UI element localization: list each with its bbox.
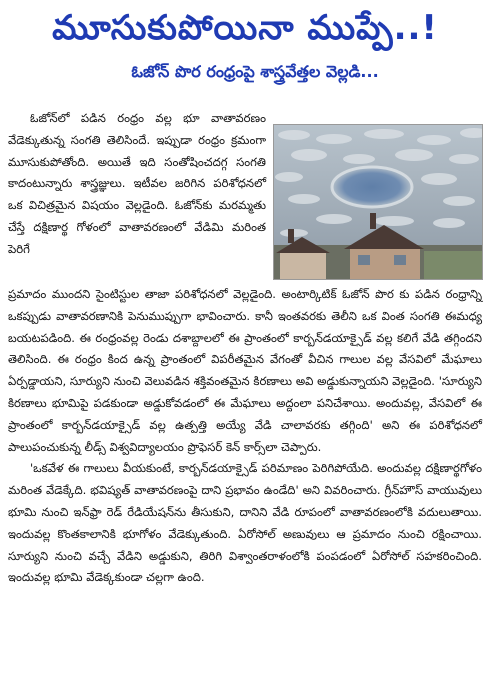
intro-column [8,108,266,261]
sky-photo [273,124,483,280]
main-paragraph-2 [8,458,482,589]
subheadline: ఓజోన్ పొర రంధ్రంపై శాస్త్రవేత్తల వెల్లడి... [131,62,379,81]
intro-paragraph-text: ఓజోన్‌లో పడిన రంధ్రం వల్ల భూ వాతావరణం వేడెక్కుతున్న సంగతి తెలిసిందే. ఇప్పుడా రంధ్రం క్రమంగా మూసుకుపోతోంది. అయితే ఇది సంతోషించదగ్గ సంగతి కాదంటున్నారు శాస్త్రజ్ఞులు. ఇటీవల జరిగిన పరిశోధనలో ఒక విచిత్రమైన విషయం వెల్లడైంది. ఓజోన్‌కు మరమ్మతు చేస్తే దక్షిణార్థ గోళంలో వాతావరణంలో వేడిమి మరింత పెరిగే [8,111,266,256]
headline: మూసుకుపోయినా ముప్పే..! [52,8,438,48]
main-paragraph-1: ప్రమాదం ముందని సైంటిస్టుల తాజా పరిశోధనలో వెల్లడైంది. అంటార్కిటిక్ ఓజోన్ పొర కు పడిన రంధ్రాన్ని ఒకప్పుడు వాతావరణానికి పెనుముప్పుగా భావించారు. కానీ ఇంతవరకు తెలీని ఒక వింత సంగతి ఈమధ్య బయటపడింది. ఈ రంధ్రంవల్ల రెండు దశాబ్దాలలో ఈ ప్రాంతంలో కార్బన్‌డయాక్సైడ్ వల్ల కలిగే వేడి తగ్గిందని తెలిసింది. ఈ రంధ్రం కింద ఉన్న ప్రాంతంలో విపరీతమైన వేగంతో వీచిన గాలుల వల్ల వేసవిలో మేఘాలు ఏర్పడ్డాయని, సూర్యుని నుంచి వెలువడిన శక్తివంతమైన కిరణాలు అవి అడ్డుకున్నాయని వెల్లడైంది. 'సూర్యుని కిరణాలు భూమిపై పడకుండా అడ్డుకోవడంలో ఈ మేఘాలు అద్దంలా పనిచేశాయి. అందువల్ల, వేసవిలో ఈ ప్రాంతంలో కార్బన్‌డయాక్సైడ్ వల్ల ఉత్పత్తి అయ్యే వేడి చాలావరకు తగ్గింది' అని ఈ పరిశోధనలో పాలుపంచుకున్న లీడ్స్ విశ్వవిద్యాలయం ప్రొఫెసర్ కెన్ కార్స్‌లా చెప్పారు. [8,287,482,454]
main-paragraph-2-text: 'ఒకవేళ ఈ గాలులు వీయకుంటే, కార్బన్‌డయాక్సైడ్ పరిమాణం పెరిగిపోయేది. అందువల్ల దక్షిణార్థగోళం మరింత వేడెక్కేది. భవిష్యత్ వాతావరణంపై దాని ప్రభావం ఉండేది' అని వివరించారు. గ్రీన్‌హౌస్ వాయువులు భూమి నుంచి ఇన్‌ఫ్రా రెడ్ రేడియేషన్‌ను తీసుకుని, దానిని వేడి రూపంలో వాతావరణంలోకి వదులుతాయి. ఇందువల్ల కొంతకాలానికి భూగోళం వేడెక్కుతుంది. ఏరోసోల్ అణువులు ఆ ప్రమాదం నుంచి రక్షించాయి. సూర్యుని నుంచి వచ్చే వేడిని అడ్డుకుని, తిరిగి విశ్వాంతరాళంలోకి పంపడంలో ఏరోసోల్ సహకరించింది. ఇందువల్ల భూమి వేడెక్కకుండా చల్లగా ఉంది. [8,461,482,585]
cloud-hole-illustration [274,125,482,279]
main-column [8,284,482,589]
intro-paragraph [8,108,266,261]
